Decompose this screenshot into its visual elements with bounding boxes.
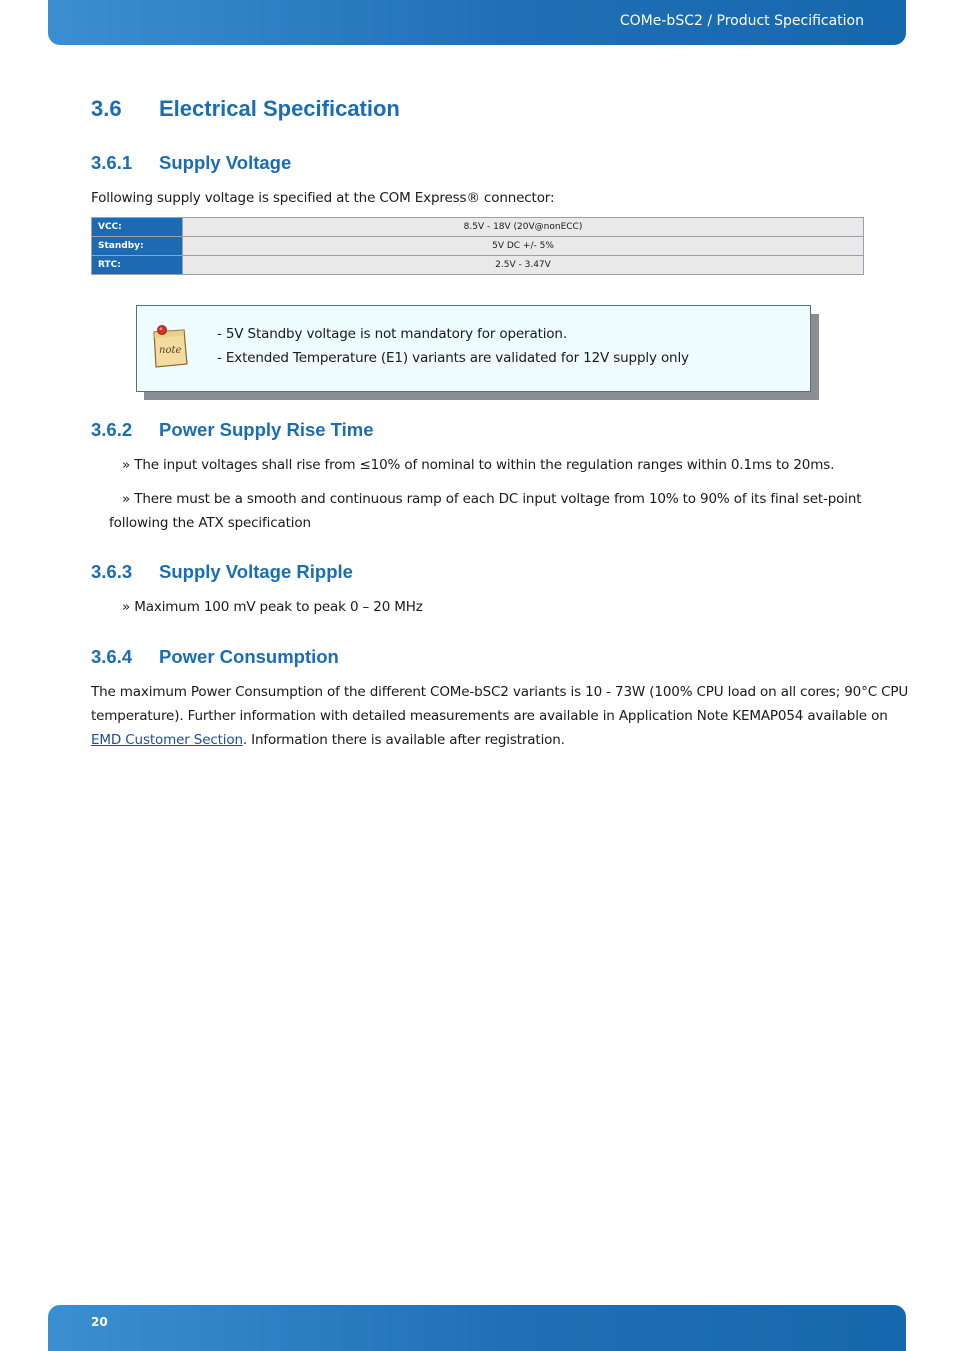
note-line: - 5V Standby voltage is not mandatory for operation. (217, 326, 567, 342)
section-title: Electrical Specification (159, 96, 400, 121)
subsection-number: 3.6.2 (91, 419, 133, 440)
table-key: VCC: (92, 218, 183, 237)
subsection-heading-rise-time (91, 419, 374, 441)
note-line: - Extended Temperature (E1) variants are validated for 12V supply only (217, 350, 689, 366)
table-row (92, 237, 864, 256)
note-icon (151, 324, 191, 375)
section-heading (91, 96, 400, 122)
list-item-continuation: following the ATX specification (109, 515, 311, 531)
subsection-number: 3.6.3 (91, 561, 133, 582)
table-value: 2.5V - 3.47V (183, 256, 864, 275)
subsection-number: 3.6.4 (91, 646, 133, 667)
subsection-title: Supply Voltage (159, 152, 292, 173)
list-item: » Maximum 100 mV peak to peak 0 – 20 MHz (122, 599, 423, 615)
section-number: 3.6 (91, 96, 122, 121)
page-header (48, 0, 906, 45)
power-paragraph-tail: . Information there is available after registration. (242, 732, 565, 748)
power-paragraph-line: temperature). Further information with detailed measurements are available in Application Note KEMAP054 available on (91, 708, 888, 724)
note-box (136, 305, 811, 392)
supply-voltage-intro: Following supply voltage is specified at the COM Express® connector: (91, 190, 555, 206)
page-footer (48, 1305, 906, 1351)
table-row (92, 218, 864, 237)
list-item: » There must be a smooth and continuous ramp of each DC input voltage from 10% to 90% of its final set-point (122, 491, 862, 507)
document-title: COMe-bSC2 / Product Specification (619, 13, 864, 29)
note-icon-text: note (159, 345, 182, 356)
emd-customer-section-link[interactable]: EMD Customer Section (91, 732, 243, 748)
subsection-heading-supply-voltage (91, 152, 291, 174)
table-key: Standby: (92, 237, 183, 256)
table-key: RTC: (92, 256, 183, 275)
list-item: » The input voltages shall rise from ≤10% of nominal to within the regulation ranges within 0.1ms to 20ms. (122, 457, 835, 473)
subsection-number: 3.6.1 (91, 152, 133, 173)
power-paragraph-line: The maximum Power Consumption of the different COMe-bSC2 variants is 10 - 73W (100% CPU load on all cores; 90°C CPU (91, 684, 909, 700)
power-paragraph-line (91, 728, 565, 752)
subsection-title: Power Supply Rise Time (159, 419, 374, 440)
table-row (92, 256, 864, 275)
table-value: 8.5V - 18V (20V@nonECC) (183, 218, 864, 237)
subsection-heading-ripple (91, 561, 353, 583)
subsection-title: Supply Voltage Ripple (159, 561, 353, 582)
subsection-title: Power Consumption (159, 646, 339, 667)
subsection-heading-power-consumption (91, 646, 339, 668)
table-value: 5V DC +/- 5% (183, 237, 864, 256)
supply-voltage-table (91, 217, 864, 275)
page-number: 20 (91, 1315, 108, 1329)
